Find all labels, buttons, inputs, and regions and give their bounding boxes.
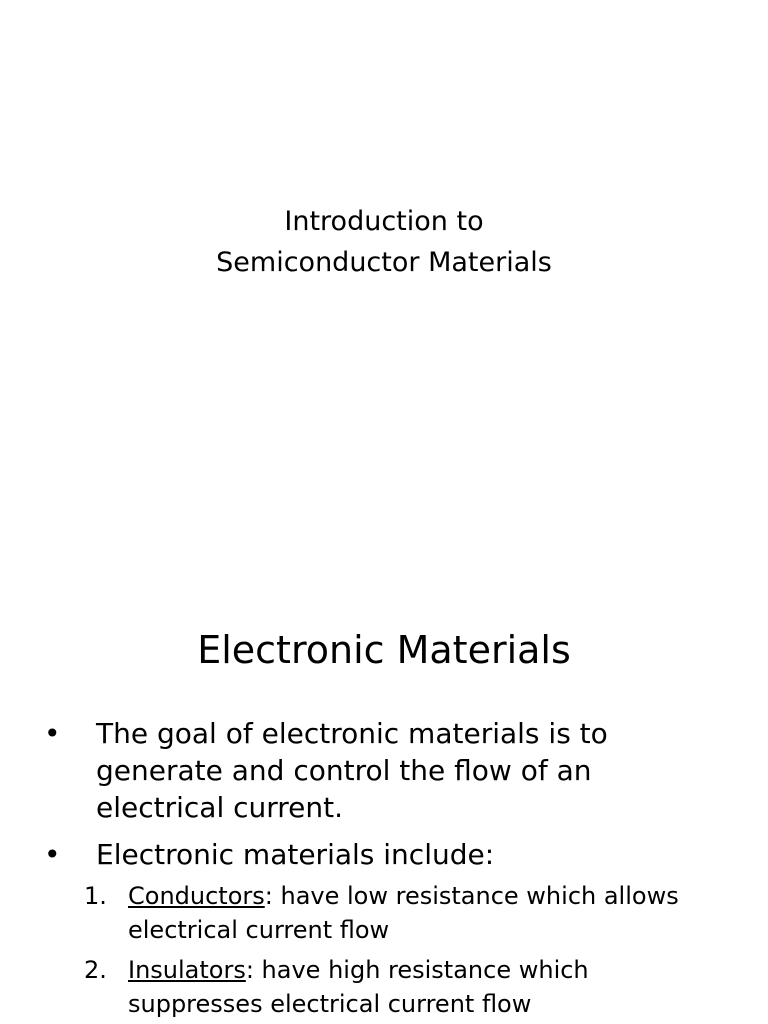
item-term: Conductors	[128, 882, 265, 910]
bullet-icon: •	[44, 717, 61, 750]
bullet-text-line: Electronic materials include:	[96, 838, 495, 871]
item-text-line: suppresses electrical current flow	[128, 990, 532, 1018]
item-text-line: electrical current flow	[128, 916, 390, 944]
item-number: 2.	[84, 956, 107, 984]
item-number: 1.	[84, 882, 107, 910]
item-description: : have high resistance which	[245, 956, 589, 984]
item-text	[128, 879, 748, 947]
item-description: : have low resistance which allows	[264, 882, 679, 910]
item-text	[128, 953, 748, 1021]
bullet-text	[96, 836, 736, 873]
slide-title-line-1: Introduction to	[284, 206, 484, 237]
bullet-icon: •	[44, 838, 61, 871]
item-text-line	[128, 953, 748, 987]
bullet-text-line: generate and control the flow of an	[96, 754, 592, 787]
bullet-text	[96, 715, 736, 826]
item-text-line	[128, 879, 748, 913]
slide-heading: Electronic Materials	[197, 628, 571, 672]
item-term: Insulators	[128, 956, 246, 984]
slide-title-line-2: Semiconductor Materials	[216, 247, 552, 278]
bullet-text-line: electrical current.	[96, 791, 344, 824]
content-slide	[0, 576, 768, 1024]
bullet-text-line: The goal of electronic materials is to	[96, 717, 608, 750]
